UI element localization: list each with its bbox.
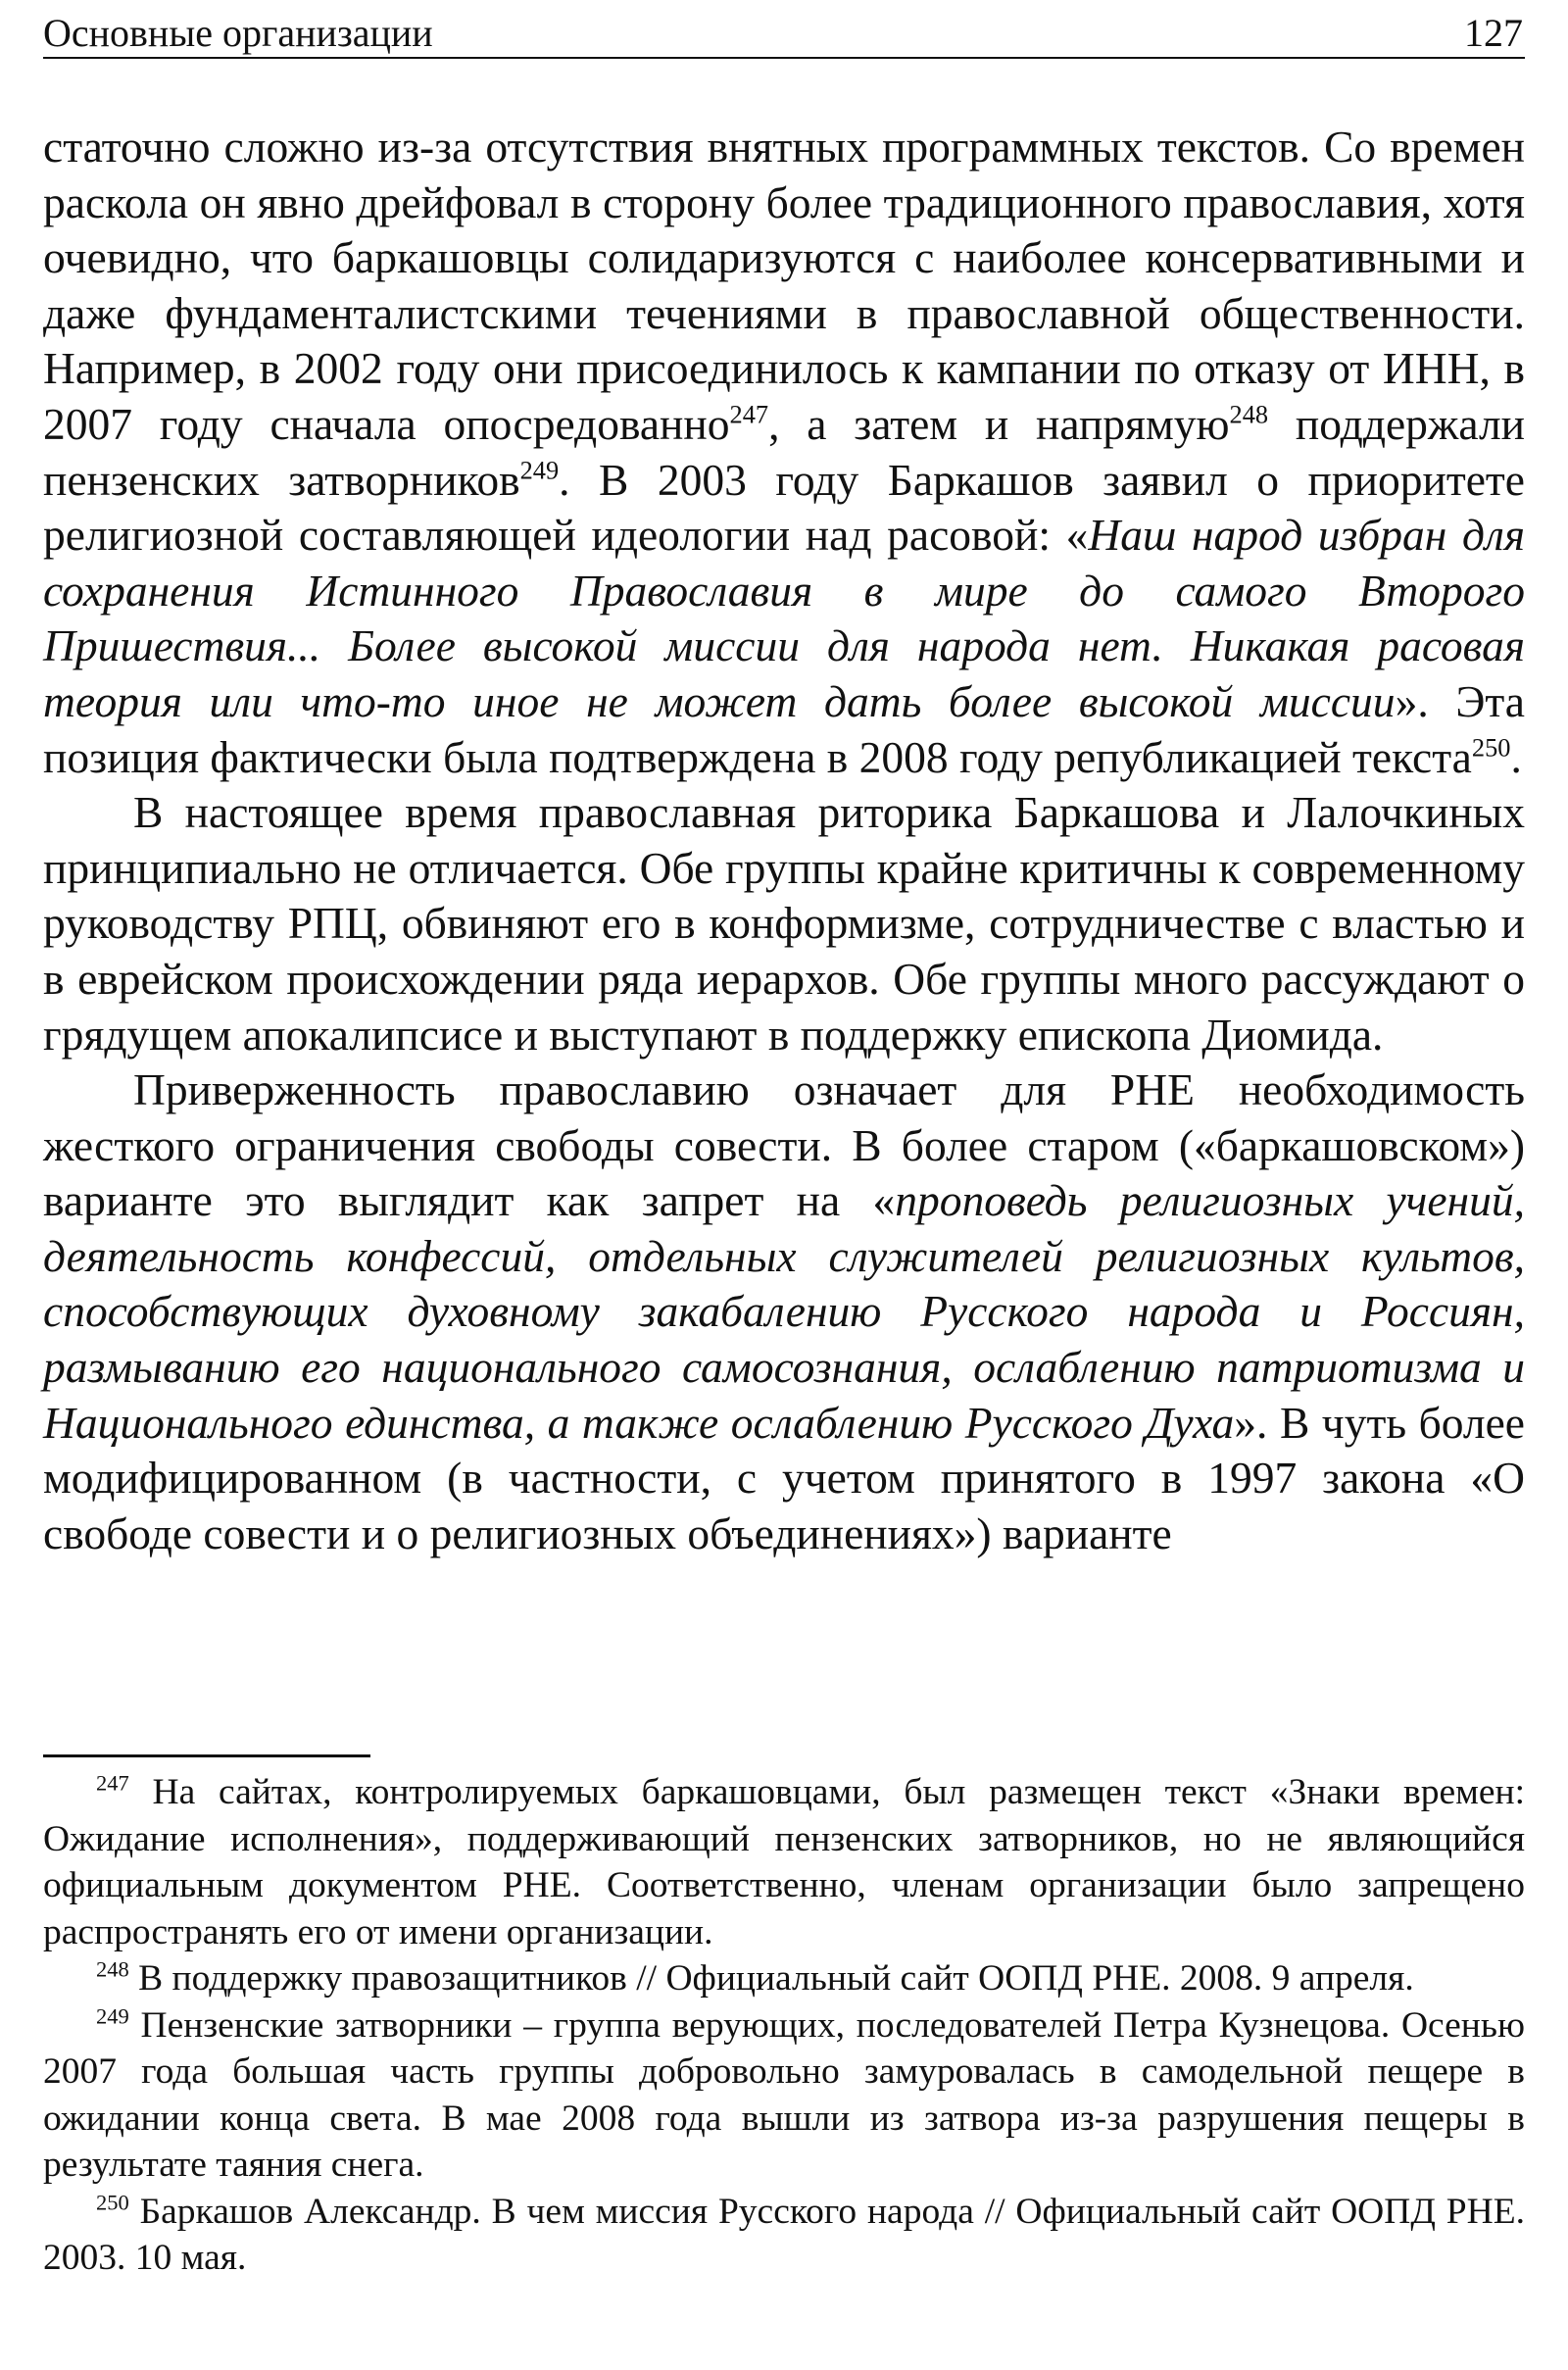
footnote-number: 247 bbox=[96, 1770, 129, 1796]
footnote-number: 250 bbox=[96, 2190, 129, 2214]
main-text bbox=[43, 120, 1525, 1561]
footnote-ref-249: 249 bbox=[519, 455, 560, 485]
text-run: ». Эта позиция фактически была подтверждена в 2008 году републикацией текста bbox=[43, 675, 1525, 782]
paragraph-2: В настоящее время православная риторика Баркашова и Лалочкиных принципиально не отличается. Обе группы крайне критичны к современному руководству РПЦ, обвиняют его в конформизме, сотрудничестве с властью и в еврейском происхождении ряда иерархов. Обе группы много рассуждают о грядущем апокалипсисе и выступают в поддержку епископа Диомида. bbox=[43, 787, 1525, 1060]
footnote-number: 248 bbox=[96, 1956, 129, 1982]
footnote-number: 249 bbox=[96, 2003, 129, 2028]
footnote-247 bbox=[43, 1769, 1525, 1955]
quote-italic: проповедь религиозных учений, деятельность конфессий, отдельных служителей религиозных культов, способствующих духовному закабалению Русского народа и Россиян, размыванию его национального самосознания, ослаблению патриотизма и Национального единства, а также ослаблению Русского Духа bbox=[43, 1175, 1525, 1448]
page-header bbox=[43, 8, 1525, 59]
footnote-ref-250: 250 bbox=[1471, 732, 1511, 763]
paragraph-3 bbox=[43, 1062, 1525, 1561]
footnote-text: Пензенские затворники – группа верующих, последователей Петра Кузнецова. Осенью 2007 года большая часть группы добровольно замуровалась в самодельной пещере в ожидании конца света. В мае 2008 года вышли из затвора из-за разрушения пещеры в результате таяния снега. bbox=[43, 2004, 1525, 2185]
running-head: Основные организации bbox=[43, 11, 433, 55]
footnotes bbox=[43, 1769, 1525, 2282]
paragraph-1 bbox=[43, 120, 1525, 785]
footnote-248 bbox=[43, 1955, 1525, 2002]
footnote-divider bbox=[43, 1754, 370, 1757]
page-number: 127 bbox=[1464, 11, 1523, 55]
footnote-250 bbox=[43, 2189, 1525, 2282]
footnote-ref-248: 248 bbox=[1229, 399, 1269, 429]
text-run: ». В чуть более модифицированном (в частности, с учетом принятого в 1997 закона «О свободе совести и о религиозных объединениях») варианте bbox=[43, 1397, 1525, 1558]
quote-italic: Наш народ избран для сохранения Истинного Православия в мире до самого Второго Пришествия... Более высокой миссии для народа нет. Никакая расовая теория или что-то иное не может дать более высокой миссии bbox=[43, 510, 1525, 726]
text-run: , а затем и напрямую bbox=[768, 398, 1230, 449]
footnote-ref-247: 247 bbox=[729, 399, 769, 429]
text-run: . В 2003 году Баркашов заявил о приоритете религиозной составляющей идеологии над расовой: « bbox=[43, 454, 1526, 561]
footnote-text: Баркашов Александр. В чем миссия Русского народа // Официальный сайт ООПД РНЕ. 2003. 10 мая. bbox=[43, 2191, 1525, 2278]
text-run: Приверженность православию означает для РНЕ необходимость жесткого ограничения свободы совести. В более старом («баркашовском») варианте это выглядит как запрет на « bbox=[43, 1064, 1525, 1226]
text-run: . bbox=[1510, 731, 1522, 782]
footnote-text: На сайтах, контролируемых баркашовцами, был размещен текст «Знаки времен: Ожидание исполнения», поддерживающий пензенских затворников, но не являющийся официальным документом РНЕ. Соответственно, членам организации было запрещено распространять его от имени организации. bbox=[43, 1772, 1525, 1952]
text-run: статочно сложно из-за отсутствия внятных программных текстов. Со времен раскола он явно дрейфовал в сторону более традиционного православия, хотя очевидно, что баркашовцы солидаризуются с наиболее консервативными и даже фундаменталистскими течениями в православной общественности. Например, в 2002 году они присоединилось к кампании по отказу от ИНН, в 2007 году сначала опосредованно bbox=[43, 122, 1525, 449]
footnote-text: В поддержку правозащитников // Официальный сайт ООПД РНЕ. 2008. 9 апреля. bbox=[138, 1958, 1414, 1999]
footnote-249 bbox=[43, 2002, 1525, 2189]
text-run: поддержали пензенских затворников bbox=[43, 398, 1526, 505]
